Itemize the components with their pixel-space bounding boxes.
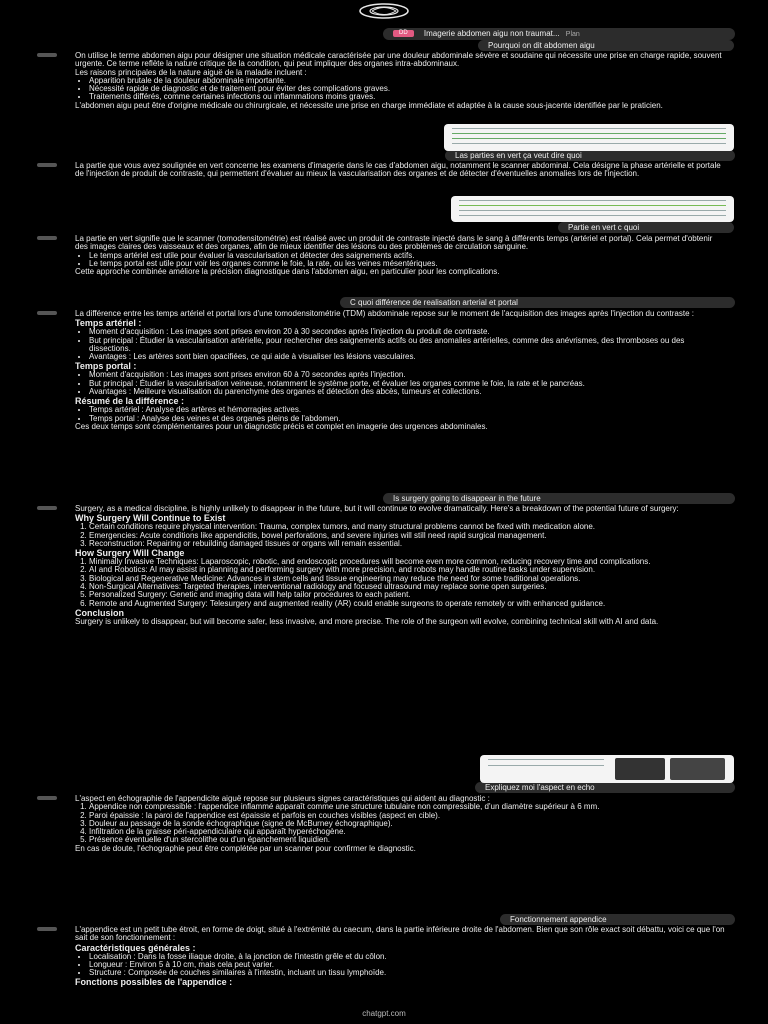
user-message: Las parties en vert ça veut dire quoi — [445, 150, 735, 161]
section-heading: Temps portal : — [75, 361, 137, 372]
list-item: 5. Présence éventuelle d'un stercolithe ou d'un épanchement liquidien. — [89, 836, 725, 844]
list-item: 1. Certain conditions require physical intervention: Trauma, complex tumors, and many structural problems cannot be fixed with medication alone. — [89, 523, 725, 531]
section-list — [75, 523, 725, 548]
user-message: Expliquez moi l'aspect en echo — [475, 782, 735, 793]
list-item: 6. Remote and Augmented Surgery: Telesurgery and augmented reality (AR) could enable surgeons to operate remotely or with enhanced guidance. — [89, 600, 725, 608]
list-item: • But principal : Étudier la vascularisation artérielle, pour rechercher des saignements actifs ou des anomalies artérielles, comme des anévrismes, des thromboses ou des dissections. — [89, 337, 725, 354]
message-paragraph: La partie que vous avez soulignée en vert concerne les examens d'imagerie dans le cas d'abdomen aigu, notamment le scanner abdominal. Cela désigne la phase artérielle et portale de l'injection de produit de contraste, qui permettent d'évaluer au mieux la vascularisation des organes et de détecter d'éventuelles anomalies lors de l'injection. — [75, 162, 721, 179]
chat-title-chip[interactable] — [383, 28, 735, 40]
message-paragraph: La partie en vert signifie que le scanner (tomodensitométrie) est réalisé avec un produit de contraste injecté dans le sang à différents temps (artériel et portal). Cela permet d'obtenir des images claires des vaisseaux et des organes, afin de mieux identifier des lésions ou des problèmes de circulation sanguine. — [75, 235, 713, 252]
list-item: • Localisation : Dans la fosse iliaque droite, à la jonction de l'intestin grêle et du côlon. — [89, 953, 725, 961]
section-heading: How Surgery Will Change — [75, 548, 185, 559]
message-paragraph: On utilise le terme abdomen aigu pour désigner une situation médicale caractérisée par une douleur abdominale sévère et soudaine qui nécessite une prise en charge rapide, souvent urgente. Ce terme reflète la nature critique de la condition, qui peut impliquer des organes intra-abdominaux. — [75, 52, 722, 69]
section-heading: Why Surgery Will Continue to Exist — [75, 513, 226, 524]
list-item: • Longueur : Environ 5 à 10 cm, mais cela peut varier. — [89, 961, 725, 969]
section-list — [75, 558, 725, 608]
section-list — [75, 406, 725, 423]
message-paragraph: Cette approche combinée améliore la précision diagnostique dans l'abdomen aigu, en particulier pour les complications. — [75, 267, 500, 277]
list-item: • Le temps artériel est utile pour évaluer la vascularisation et détecter des saignements actifs. — [89, 252, 725, 260]
list-item: 2. Emergencies: Acute conditions like appendicitis, bowel perforations, and severe injuries will still need rapid surgical management. — [89, 532, 725, 540]
section-list — [75, 328, 725, 361]
bullet-list — [75, 77, 725, 102]
list-item: • Temps artériel : Analyse des artères et hémorragies actives. — [89, 406, 725, 414]
message-paragraph: Surgery is unlikely to disappear, but will become safer, less invasive, and more precise. The role of the surgeon will evolve, combining technical skill with AI and data. — [75, 616, 659, 626]
list-item: 3. Douleur au passage de la sonde échographique (signe de McBurney échographique). — [89, 820, 725, 828]
chat-subtitle: Plan — [565, 31, 580, 38]
message-paragraph: Les raisons principales de la nature aiguë de la maladie incluent : — [75, 67, 307, 77]
chat-title: Imagerie abdomen aigu non traumat... — [423, 29, 560, 38]
chat-badge: DD — [393, 30, 414, 37]
section-heading: Résumé de la différence : — [75, 396, 185, 407]
list-item: • Avantages : Meilleure visualisation du parenchyme des organes et détection des abcès, tumeurs et collections. — [89, 388, 725, 396]
assistant-message — [75, 505, 725, 752]
footer-domain: chatgpt.com — [362, 1009, 406, 1018]
attached-image[interactable] — [480, 755, 734, 783]
user-message: Partie en vert c quoi — [558, 222, 734, 233]
list-item: • Structure : Composée de couches similaires à l'intestin, incluant un tissu lymphoïde. — [89, 969, 725, 977]
chatgpt-logo-icon — [355, 2, 413, 20]
user-message: C quoi différence de realisation arterial et portal — [340, 297, 735, 308]
section-heading: Fonctions possibles de l'appendice : — [75, 977, 233, 988]
attached-image[interactable] — [444, 124, 734, 151]
list-item: • Moment d'acquisition : Les images sont prises environ 60 à 70 secondes après l'injection. — [89, 371, 725, 379]
list-item: • Traitements différés, comme certaines infections ou inflammations moins graves. — [89, 93, 725, 101]
message-paragraph: L'aspect en échographie de l'appendicite aiguë repose sur plusieurs signes caractéristiques qui aident au diagnostic : — [75, 795, 490, 803]
list-item: • Nécessité rapide de diagnostic et de traitement pour éviter des complications graves. — [89, 85, 725, 93]
assistant-avatar-icon — [37, 310, 57, 316]
message-paragraph: En cas de doute, l'échographie peut être complétée par un scanner pour confirmer le diagnostic. — [75, 843, 416, 853]
assistant-avatar-icon — [37, 795, 57, 801]
assistant-avatar-icon — [37, 235, 57, 241]
list-item: 2. Paroi épaissie : la paroi de l'appendice est épaissie et parfois en couches visibles (aspect en cible). — [89, 812, 725, 820]
message-paragraph: Ces deux temps sont complémentaires pour un diagnostic précis et complet en imagerie des urgences abdominales. — [75, 421, 488, 431]
attached-image[interactable] — [451, 196, 734, 222]
list-item: 1. Appendice non compressible : l'appendice inflammé apparaît comme une structure tubulaire non compressible, d'un diamètre supérieur à 6 mm. — [89, 803, 725, 811]
section-heading: Temps artériel : — [75, 318, 142, 329]
assistant-message — [75, 926, 725, 1006]
section-list — [75, 953, 725, 978]
user-message: Pourquoi on dit abdomen aigu — [478, 40, 734, 51]
assistant-message — [75, 52, 725, 120]
list-item: • Temps portal : Analyse des veines et des organes pleins de l'abdomen. — [89, 415, 725, 423]
list-item: 2. AI and Robotics: AI may assist in planning and performing surgery with more precision, and robots may handle routine tasks under supervision. — [89, 566, 725, 574]
list-item: 1. Minimally Invasive Techniques: Laparoscopic, robotic, and endoscopic procedures will become even more common, reducing recovery time and complications. — [89, 558, 725, 566]
section-list — [75, 803, 725, 844]
section-heading: Conclusion — [75, 607, 124, 618]
list-item: 4. Infiltration de la graisse péri-appendiculaire qui apparaît hyperéchogène. — [89, 828, 725, 836]
assistant-message — [75, 162, 725, 194]
bullet-list — [75, 252, 725, 269]
assistant-avatar-icon — [37, 162, 57, 168]
message-paragraph: La différence entre les temps artériel et portal lors d'une tomodensitométrie (TDM) abdominale repose sur le moment de l'acquisition des images après l'injection du contraste : — [75, 310, 694, 318]
section-heading: Caractéristiques générales : — [75, 942, 196, 953]
assistant-message — [75, 795, 725, 910]
list-item: • But principal : Étudier la vascularisation veineuse, notamment le système porte, et évaluer les organes comme le foie, la rate et le pancréas. — [89, 380, 725, 388]
user-message: Fonctionnement appendice — [500, 914, 735, 925]
assistant-avatar-icon — [37, 505, 57, 511]
assistant-message — [75, 310, 725, 490]
list-item: • Avantages : Les artères sont bien opacifiées, ce qui aide à visualiser les lésions vasculaires. — [89, 353, 725, 361]
user-message: Is surgery going to disappear in the future — [383, 493, 735, 504]
list-item: 5. Personalized Surgery: Genetic and imaging data will help tailor procedures to each patient. — [89, 591, 725, 599]
list-item: 4. Non-Surgical Alternatives: Targeted therapies, interventional radiology and focused ultrasound may replace some open surgeries. — [89, 583, 725, 591]
message-paragraph: L'abdomen aigu peut être d'origine médicale ou chirurgicale, et nécessite une prise en charge immédiate et adaptée à la cause sous-jacente identifiée par le praticien. — [75, 100, 663, 110]
list-item: • Apparition brutale de la douleur abdominale importante. — [89, 77, 725, 85]
list-item: • Le temps portal est utile pour voir les organes comme le foie, la rate, ou les veines mésentériques. — [89, 260, 725, 268]
list-item: • Moment d'acquisition : Les images sont prises environ 20 à 30 secondes après l'injection du produit de contraste. — [89, 328, 725, 336]
message-paragraph: L'appendice est un petit tube étroit, en forme de doigt, situé à l'extrémité du caecum, dans la partie inférieure droite de l'abdomen. Bien que son rôle exact soit débattu, voici ce que l'on sait de son fonctionnement : — [75, 926, 725, 943]
section-list — [75, 371, 725, 396]
list-item: 3. Reconstruction: Repairing or rebuilding damaged tissues or organs will remain essential. — [89, 540, 725, 548]
assistant-avatar-icon — [37, 52, 57, 58]
assistant-avatar-icon — [37, 926, 57, 932]
message-paragraph: Surgery, as a medical discipline, is highly unlikely to disappear in the future, but it will continue to evolve dramatically. Here's a breakdown of the potential future of surgery: — [75, 505, 679, 513]
assistant-message — [75, 235, 725, 295]
list-item: 3. Biological and Regenerative Medicine: Advances in stem cells and tissue engineering may reduce the need for some traditional operations. — [89, 575, 725, 583]
